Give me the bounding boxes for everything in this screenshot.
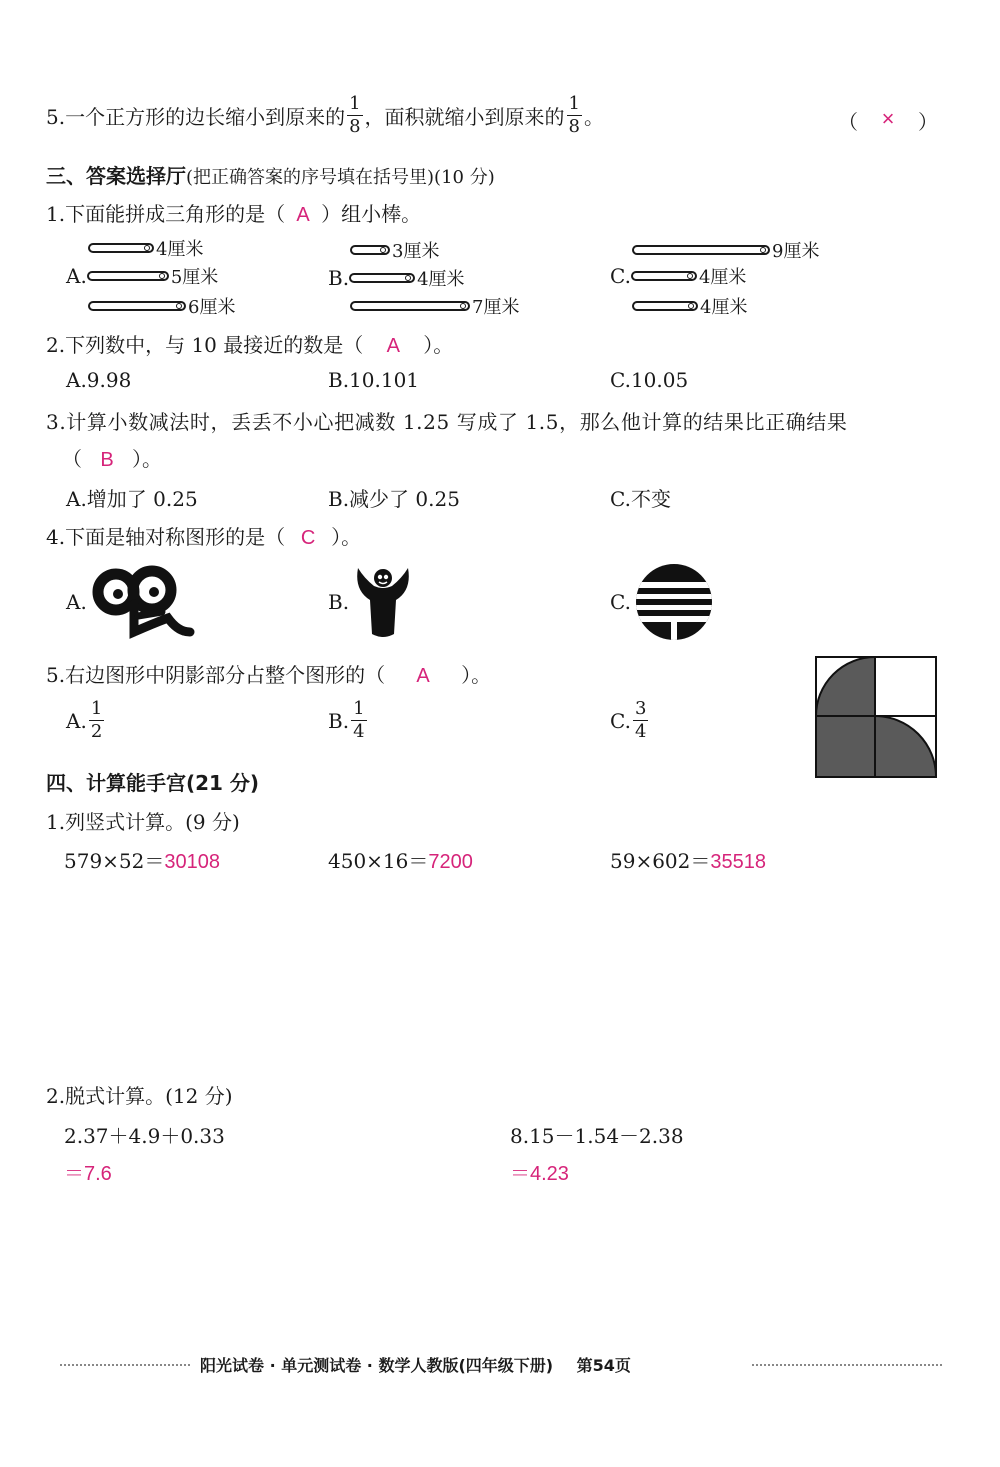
y-figure-icon: [352, 560, 414, 640]
s3-q5: 5.右边图形中阴影部分占整个图形的（ A ）。: [46, 663, 492, 687]
s3-q3-paren: （ B ）。: [62, 447, 162, 471]
stick-icon: [632, 245, 770, 255]
fraction: $\frac{1}{2}$: [90, 698, 103, 742]
stick-icon: [350, 301, 470, 311]
s3-q2-option-c: C.10.05: [610, 368, 689, 392]
s4-q1-item-3: 59×602＝35518: [610, 849, 767, 873]
s4-q2-item-1-expr: 2.37＋4.9＋0.33: [64, 1124, 225, 1148]
judge-q5-end: 。: [584, 105, 604, 129]
s4-q1-title: 1.列竖式计算。(9 分): [46, 810, 240, 834]
s3-q3-option-c: C.不变: [610, 487, 671, 511]
judge-q5-pre: 5.一个正方形的边长缩小到原来的: [46, 105, 346, 129]
s3-q5-option-c: C. $\frac{3}{4}$: [610, 698, 647, 742]
stick-icon: [87, 271, 169, 281]
s3-q4-answer: C: [300, 527, 316, 549]
section4-title: 四、计算能手宫(21 分): [46, 771, 260, 795]
striped-circle-icon: [634, 562, 714, 642]
s3-q2-answer: A: [386, 335, 400, 357]
footer-divider-right: [752, 1364, 942, 1366]
judge-q5: [46, 95, 604, 136]
s3-q2-option-a: A.9.98: [66, 368, 132, 392]
s3-q5-answer: A: [416, 665, 430, 687]
judge-q5-answer-paren: （ × ）: [838, 106, 938, 134]
stick-icon: [88, 243, 154, 253]
footer: [200, 1353, 631, 1376]
s4-q1-item-2: 450×16＝7200: [328, 849, 473, 873]
s3-q2: 2.下列数中，与 10 最接近的数是（ A ）。: [46, 333, 454, 357]
section3-heading: [46, 160, 495, 189]
footer-page: 第54页: [576, 1356, 631, 1375]
s3-q2-option-b: B.10.101: [328, 368, 420, 392]
s3-q4: 4.下面是轴对称图形的是（ C ）。: [46, 525, 362, 549]
s3-q1-answer: A: [296, 204, 310, 226]
s4-q2-item-2-answer: ＝4.23: [510, 1163, 569, 1185]
stick-icon: [349, 273, 415, 283]
judge-q5-fraction-1: $\frac{1}{8}$: [349, 93, 361, 137]
judge-q5-mid: ，面积就缩小到原来的: [364, 105, 565, 129]
s3-q5-option-b: B. $\frac{1}{4}$: [328, 698, 365, 742]
stick-icon: [88, 301, 186, 311]
s3-q3-text: 3.计算小数减法时，丢丢不小心把减数 1.25 写成了 1.5，那么他计算的结果比正确结果: [46, 410, 848, 434]
s3-q5-option-a: A. $\frac{1}{2}$: [66, 698, 103, 742]
section3-note: (把正确答案的序号填在括号里)(10 分): [186, 167, 495, 188]
judge-q5-answer: ×: [881, 106, 895, 131]
s3-q4-option-a-label: A.: [66, 590, 87, 614]
section3-title: 三、答案选择厅: [46, 164, 186, 188]
stick-icon: [631, 271, 697, 281]
eyes-figure-icon: [92, 562, 196, 642]
s3-q4-option-c-label: C.: [610, 590, 631, 614]
s3-q3-option-b: B.减少了 0.25: [328, 487, 460, 511]
s4-q2-item-2-expr: 8.15－1.54－2.38: [510, 1124, 684, 1148]
stick-icon: [350, 245, 390, 255]
s4-q2-item-1-answer: ＝7.6: [64, 1163, 112, 1185]
fraction: $\frac{3}{4}$: [634, 698, 647, 742]
stick-icon: [632, 301, 698, 311]
s3-q3-option-a: A.增加了 0.25: [66, 487, 198, 511]
s3-q3-answer: B: [100, 449, 114, 471]
judge-q5-fraction-2: $\frac{1}{8}$: [568, 93, 580, 137]
fraction: $\frac{1}{4}$: [353, 698, 365, 742]
shaded-square-figure: [815, 656, 937, 778]
footer-divider-left: [60, 1364, 190, 1366]
footer-text: 阳光试卷 · 单元测试卷 · 数学人教版(四年级下册): [200, 1356, 554, 1375]
s4-q2-title: 2.脱式计算。(12 分): [46, 1084, 233, 1108]
s4-q1-item-1: 579×52＝30108: [64, 849, 221, 873]
s3-q4-option-b-label: B.: [328, 590, 350, 614]
s3-q1: 1.下面能拼成三角形的是（ A ）组小棒。: [46, 202, 422, 226]
